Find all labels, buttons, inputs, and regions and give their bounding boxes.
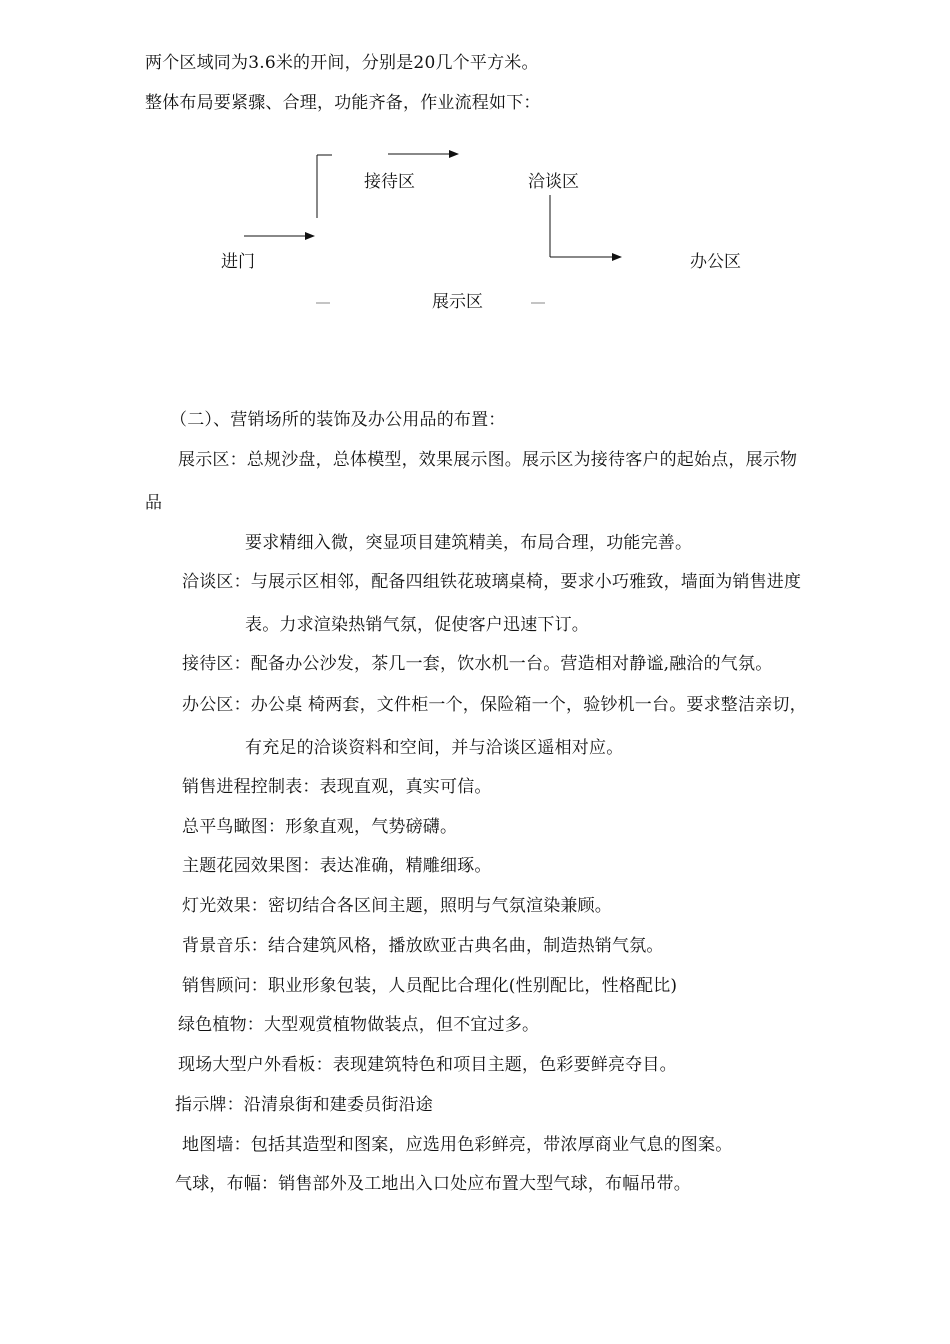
display-line-3: 要求精细入微，突显项目建筑精美，布局合理，功能完善。 — [245, 533, 693, 553]
flow-label-office: 办公区 — [690, 252, 741, 272]
flow-label-entrance: 进门 — [221, 252, 255, 272]
negotiation-line-1: 洽谈区：与展示区相邻，配备四组铁花玻璃桌椅，要求小巧雅致，墙面为销售进度 — [182, 572, 802, 592]
flow-diagram — [0, 0, 950, 340]
list-item: 现场大型户外看板：表现建筑特色和项目主题，色彩要鲜亮夺目。 — [178, 1055, 677, 1075]
list-item: 总平鸟瞰图：形象直观，气势磅礴。 — [182, 817, 458, 837]
intro-line-2: 整体布局要紧骤、合理，功能齐备，作业流程如下： — [145, 93, 541, 113]
list-item: 主题花园效果图：表达准确，精雕细琢。 — [182, 856, 492, 876]
section-heading: （二）、营销场所的装饰及办公用品的布置： — [170, 410, 506, 430]
flow-label-reception: 接待区 — [364, 172, 415, 192]
list-item: 地图墙：包括其造型和图案，应选用色彩鲜亮，带浓厚商业气息的图案。 — [182, 1135, 733, 1155]
office-line-2: 有充足的洽谈资料和空间，并与洽谈区遥相对应。 — [245, 738, 624, 758]
list-item: 销售顾问：职业形象包装，人员配比合理化(性别配比，性格配比) — [182, 976, 678, 996]
display-line-2: 品 — [145, 493, 163, 513]
flow-label-negotiation: 洽谈区 — [528, 172, 579, 192]
reception-line: 接待区：配备办公沙发，茶几一套，饮水机一台。营造相对静谧,融洽的气氛。 — [182, 654, 773, 674]
display-line-1: 展示区：总规沙盘，总体模型，效果展示图。展示区为接待客户的起始点，展示物 — [178, 450, 798, 470]
list-item: 绿色植物：大型观赏植物做装点，但不宜过多。 — [178, 1015, 540, 1035]
office-line-1: 办公区：办公桌 椅两套，文件柜一个，保险箱一个，验钞机一台。要求整洁亲切， — [182, 695, 807, 715]
list-item: 指示牌：沿清泉街和建委员街沿途 — [175, 1095, 433, 1115]
list-item: 销售进程控制表：表现直观，真实可信。 — [182, 777, 492, 797]
list-item: 背景音乐：结合建筑风格，播放欧亚古典名曲，制造热销气氛。 — [182, 936, 664, 956]
negotiation-line-2: 表。力求渲染热销气氛，促使客户迅速下订。 — [245, 615, 589, 635]
list-item: 气球，布幅：销售部外及工地出入口处应布置大型气球，布幅吊带。 — [175, 1174, 691, 1194]
list-item: 灯光效果：密切结合各区间主题，照明与气氛渲染兼顾。 — [182, 896, 612, 916]
flow-label-display: 展示区 — [432, 292, 483, 312]
intro-line-1: 两个区域同为3.6米的开间，分别是20几个平方米。 — [145, 53, 539, 73]
